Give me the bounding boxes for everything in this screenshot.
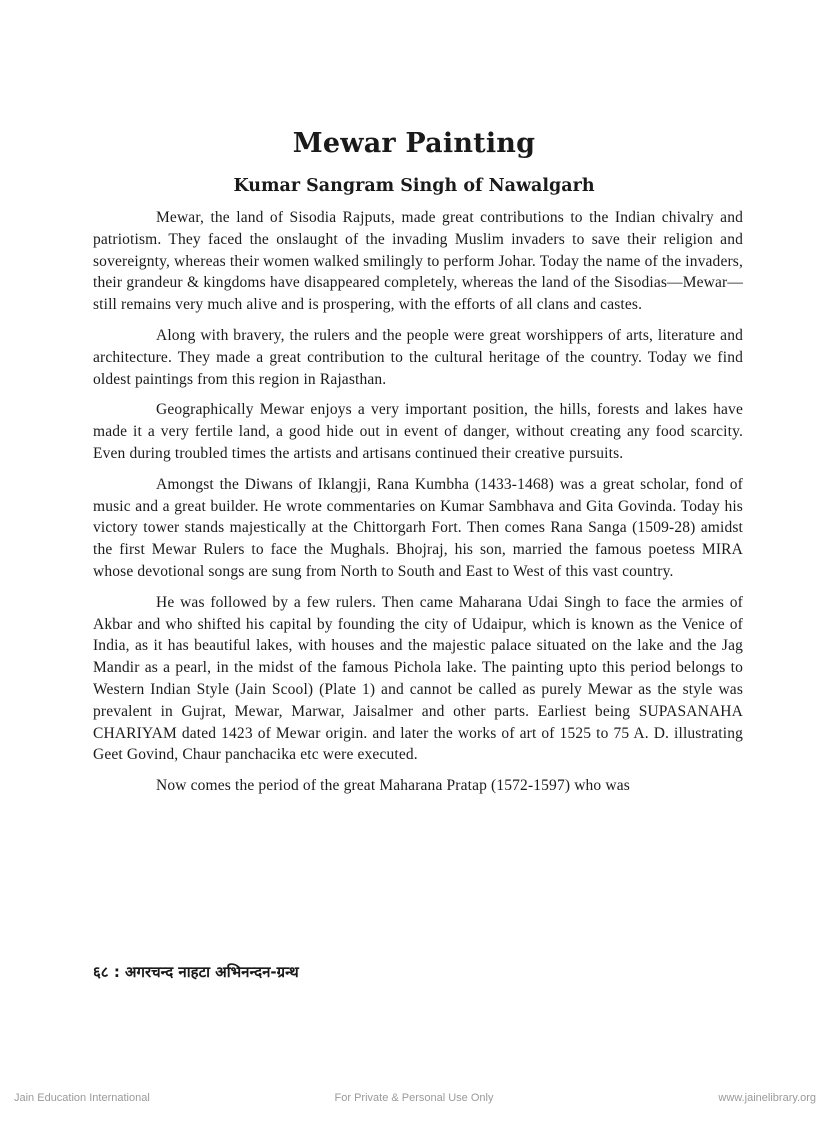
paragraph-5: He was followed by a few rulers. Then came Maharana Udai Singh to face the armies of Akbar and who shifted his capital by founding the city of Udaipur, which is known as the Venice of India, as it has beautiful lakes, with houses and the majestic palace situated on the lake and the Jag Mandir as a pearl, in the midst of the famous Pichola lake. The painting upto this period belongs to Western Indian Style (Jain Scool) (Plate 1) and cannot be called as purely Mewar as the style was prevalent in Gujrat, Mewar, Marwar, Jaisalmer and other parts. Earliest being SUPASANAHA CHARIYAM dated 1423 of Mewar origin. and later the works of art of 1525 to 75 A. D. illustrating Geet Govind, Chaur panchacika etc were executed. xyxy=(93,593,743,764)
paragraph-3: Geographically Mewar enjoys a very important position, the hills, forests and lakes have made it a very fertile land, a good hide out in event of danger, without creating any food scarcity. Even during troubled times the artists and artisans continued their creative pursuits. xyxy=(93,401,743,462)
credit-left: Jain Education International xyxy=(14,1092,150,1104)
page-footer: ६८ : अगरचन्द नाहटा अभिनन्दन-ग्रन्थ xyxy=(93,963,299,981)
paragraph-4: Amongst the Diwans of Iklangji, Rana Kumbha (1433-1468) was a great scholar, fond of music and a great builder. He wrote commentaries on Kumar Sambhava and Gita Govinda. Today his victory tower stands majestically at the Chittorgarh Fort. Then comes Rana Sanga (1509-28) amidst the first Mewar Rulers to face the Mughals. Bhojraj, his son, married the famous poetess MIRA whose devotional songs are sung from North to South and East to West of this vast country. xyxy=(93,475,743,580)
paragraph-1: Mewar, the land of Sisodia Rajputs, made great contributions to the Indian chivalry and patriotism. They faced the onslaught of the invading Muslim invaders to save their religion and sovereignty, whereas their women walked smilingly to perform Johar. Today the name of the invaders, their grandeur & kingdoms have disappeared completely, whereas the land of the Sisodias—Mewar— still remains very much alive and is prospering, with the efforts of all clans and castes. xyxy=(93,209,743,314)
article-author: Kumar Sangram Singh of Nawalgarh xyxy=(233,176,595,196)
credit-right: www.jainelibrary.org xyxy=(718,1092,816,1104)
article-title: Mewar Painting xyxy=(292,128,536,159)
paragraph-6: Now comes the period of the great Maharana Pratap (1572-1597) who was xyxy=(156,777,630,795)
credit-center: For Private & Personal Use Only xyxy=(334,1092,494,1104)
article-body xyxy=(93,207,743,806)
paragraph-2: Along with bravery, the rulers and the people were great worshippers of arts, literature and architecture. They made a great contribution to the cultural heritage of the country. Today we find oldest paintings from this region in Rajasthan. xyxy=(93,326,743,388)
